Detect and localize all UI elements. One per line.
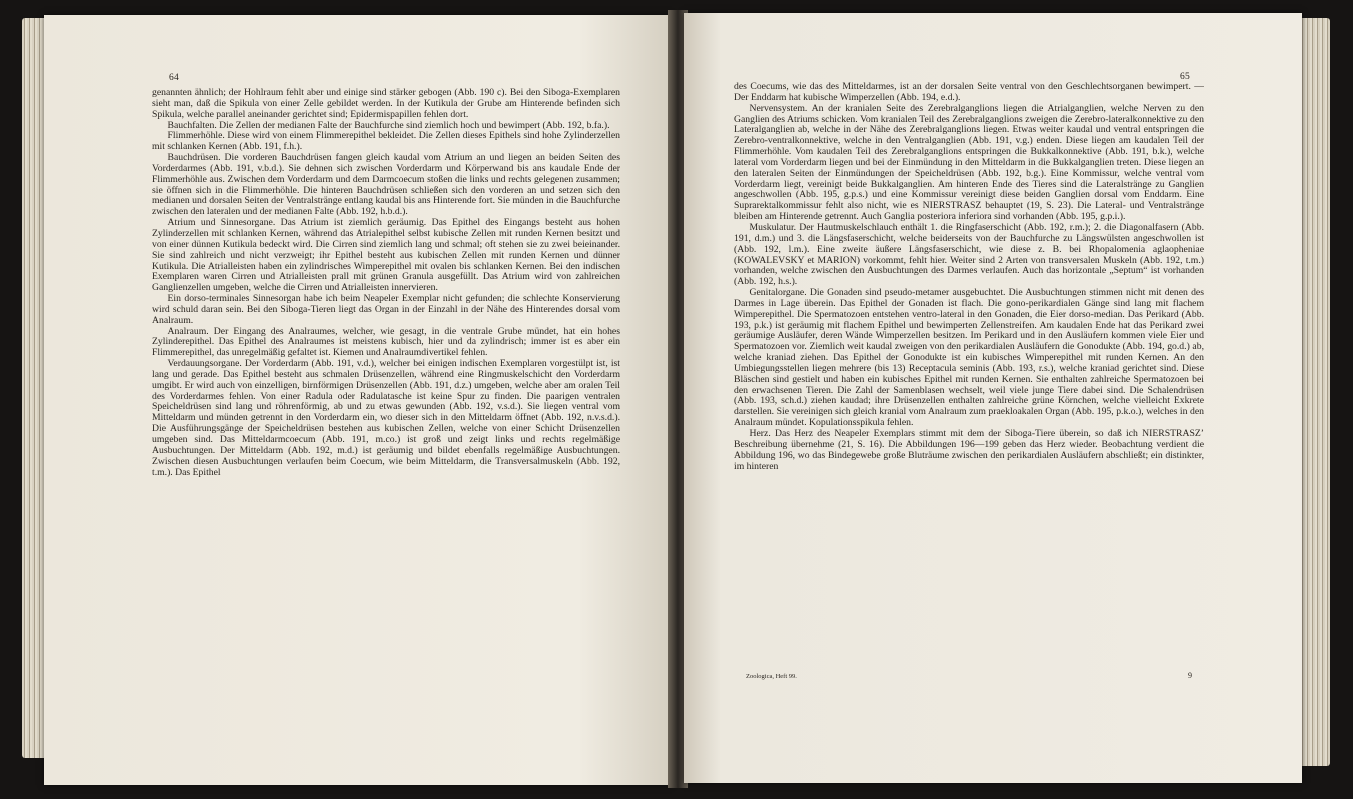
- paragraph: Muskulatur. Der Hautmuskelschlauch enthält 1. die Ringfaserschicht (Abb. 192, r.m.); 2. die Diagonalfasern (Abb. 191, d.m.) und 3. die Längsfaserschicht, welche beiderseits von der Bauchfurche zu Längswülsten angeschwollen ist (Abb. 192, l.m.). Eine zweite äußere Längsfaserschicht, wie diese z. B. bei Rhopalomenia aglaopheniae (KOWALEVSKY et MARION) vorkommt, fehlt hier. Weiter sind 2 Arten von transversalen Muskeln (Abb. 192, t.m.) vorhanden, welche zwischen den Ausbuchtungen des Darmes verlaufen. Auch das horizontale „Septum“ ist vorhanden (Abb. 192, h.s.).: [734, 221, 1204, 288]
- paragraph: Flimmerhöhle. Diese wird von einem Flimmerepithel bekleidet. Die Zellen dieses Epithels sind hohe Zylinderzellen mit schlanken Kernen (Abb. 191, f.h.).: [152, 130, 620, 153]
- footer-journal: Zoologica, Heft 99.: [746, 673, 797, 680]
- paragraph: Nervensystem. An der kranialen Seite des Zerebralganglions liegen die Atrialganglien, welche Nerven zu den Ganglien des Atriums schicken. Vom kranialen Teil des Zerebralganglions zweigen die Zerebro-lateralkonnektive zu den Lateralganglien ab, welche in der Nähe des Zerebralganglions liegen. Etwas weiter kaudal und ventral entspringen die Zerebro-ventralkonnektive, welche in den Ventralganglien (Abb. 191, v.g.) enden. Diese liegen am kaudalen Teil der Flimmerhöhle. Vom kaudalen Teil des Zerebralganglions entspringen die Bukkalkonnektive (Abb. 191, b.k.), welche lateral vom Vorderdarm liegen und bei der Einmündung in den Mitteldarm in die Bukkalganglien treten. Diese liegen an den lateralen Seiten der Einmündungen der Speicheldrüsen (Abb. 192, b.g.). Eine Kommissur, welche ventral vom Vorderdarm liegt, vereinigt beide Bukkalganglien. Am hinteren Ende des Tieres sind die Lateralstränge zu Ganglien angeschwollen (Abb. 195, g.p.s.) und eine Kommissur vereinigt diese beiden Ganglien dorsal vom Enddarm. Eine Suprarektalkommissur fehlt also nicht, wie es NIERSTRASZ behauptet (19, S. 23). Die Lateral- und Ventralstränge bleiben am Hinterende getrennt. Auch Ganglia posteriora inferiora sind vorhanden (Abb. 195, g.p.i.).: [734, 102, 1204, 223]
- left-page-text: [152, 88, 620, 478]
- paragraph: Atrium und Sinnesorgane. Das Atrium ist ziemlich geräumig. Das Epithel des Eingangs besteht aus hohen Zylinderzellen mit schlanken Kernen, während das Atrialepithel selbst kubische Zellen mit runden Kernen besitzt und von einer dünnen Kutikula bedeckt wird. Die Cirren sind ziemlich lang und schmal; oft stehen sie zu zwei beieinander. Sie sind zahlreich und nicht verzweigt; ihr Epithel besteht aus kubischen Zellen mit runden Kernen und dünner Kutikula. Die Atrialleisten haben ein zylindrisches Wimperepithel mit ovalen bis schlanken Kernen. Bei den indischen Exemplaren waren Cirren und Atrialleisten prall mit grünen Granula ausgefüllt. Das Atrium wird von zahlreichen Ganglienzellen umgeben, welche die Cirren und Atrialleisten innervieren.: [152, 217, 620, 294]
- right-book-edge: [1300, 18, 1330, 766]
- paragraph: genannten ähnlich; der Hohlraum fehlt aber und einige sind stärker gebogen (Abb. 190 c). Bei den Siboga-Exemplaren sieht man, daß die Spikula von einer Zelle gebildet werden. In der Kutikula der Grube am Hinterende befinden sich Spikula, welche parallel aneinander gerichtet sind; Epidermispapillen fehlen dort.: [152, 87, 620, 120]
- paragraph: des Coecums, wie das des Mitteldarmes, ist an der dorsalen Seite ventral von den Geschlechtsorganen bewimpert. — Der Enddarm hat kubische Wimperzellen (Abb. 194, e.d.).: [734, 81, 1204, 103]
- page-number-left: 64: [169, 73, 180, 83]
- paragraph: Verdauungsorgane. Der Vorderdarm (Abb. 191, v.d.), welcher bei einigen indischen Exemplaren vorgestülpt ist, ist lang und gerade. Das Epithel besteht aus schmalen Drüsenzellen, während eine Ringmuskelschicht den Vorderdarm umgibt. Er wird auch von einzelligen, birnförmigen Drüsenzellen (Abb. 191, d.z.) umgeben, welche aber am oralen Teil des Vorderdarmes fehlen. Von einer Radula oder Radulatasche ist keine Spur zu finden. Die paarigen ventralen Speicheldrüsen sind lang und röhrenförmig, ab und zu etwas gewunden (Abb. 192, v.s.d.). Sie liegen ventral vom Mitteldarm und münden getrennt in den Vorderdarm ein, wo dieser sich in den Mitteldarm öffnet (Abb. 192, n.v.s.d.). Die Ausführungsgänge der Speicheldrüsen bestehen aus kubischen Zellen, welche von einer Schicht Drüsenzellen umgeben sind. Das Mitteldarmcoecum (Abb. 191, m.co.) ist groß und zeigt links und rechts regelmäßige Ausbuchtungen. Der Mitteldarm (Abb. 192, m.d.) ist geräumig und bildet ebenfalls regelmäßige Ausbuchtungen. Zwischen diesen Ausbuchtungen verlaufen beim Coecum, wie beim Mitteldarm, die Transversalmuskeln (Abb. 192, t.m.). Das Epithel: [152, 358, 620, 478]
- right-page-text: [734, 82, 1204, 472]
- left-book-edge: [22, 18, 46, 758]
- paragraph: Genitalorgane. Die Gonaden sind pseudo-metamer ausgebuchtet. Die Ausbuchtungen stimmen nicht mit denen des Darmes in Lage überein. Das Epithel der Gonaden ist flach. Die gono-perikardialen Gänge sind lang mit flachem Wimperepithel. Die Spermatozoen entstehen ventro-lateral in den Gonaden, die Eier dorso-median. Das Perikard (Abb. 193, p.k.) ist geräumig mit flachem Epithel und bewimperten Zellenstreifen. Am kaudalen Ende hat das Perikard zwei geräumige Ausläufer, deren Wände Wimperzellen besitzen. Im Perikard und in den Ausläufern kommen viele Eier und Spermatozoen vor. Ziemlich weit kaudal zweigen von den perikardialen Ausläufern die Gonodukte (Abb. 194, go.d.) ab, welche kraniad ziehen. Das Epithel der Gonodukte ist ein kubisches Wimperepithel mit runden Kernen. An den Umbiegungsstellen liegen mehrere (bis 13) Receptacula seminis (Abb. 193, r.s.), welche kraniad gerichtet sind. Diese Bläschen sind gestielt und haben ein kubisches Epithel mit runden Kernen. Sie enthalten zahlreiche Spermatozoen bei den erwachsenen Tieren. Die Zahl der Samenblasen wechselt, weil viele junge Tiere dabei sind. Die Schalendrüsen (Abb. 193, sch.d.) ziehen kaudad; ihre Drüsenzellen enthalten zahlreiche grüne Körnchen, welche vielleicht Exkrete darstellen. Sie vereinigen sich gleich kranial vom Analraum zum praekloakalen Organ (Abb. 195, p.k.o.), welches in den Analraum mündet. Kopulationsspikula fehlen.: [734, 287, 1204, 429]
- paragraph: Herz. Das Herz des Neapeler Exemplars stimmt mit dem der Siboga-Tiere überein, so daß ich NIERSTRASZ’ Beschreibung übernehme (21, S. 16). Die Abbildungen 196—199 geben das Herz wieder. Beobachtung verdient die Abbildung 196, wo das Bindegewebe große Bluträume zwischen den perikardialen Ausläufern abschließt; ein distinkter, im hinteren: [734, 428, 1204, 472]
- paragraph: Bauchfalten. Die Zellen der medianen Falte der Bauchfurche sind ziemlich hoch und bewimpert (Abb. 192, b.fa.).: [167, 119, 610, 131]
- paragraph: Ein dorso-terminales Sinnesorgan habe ich beim Neapeler Exemplar nicht gefunden; die schlechte Konservierung wird schuld daran sein. Bei den Siboga-Tieren liegt das Organ in der Einzahl in der Nähe des Hinterendes dorsal vom Analraum.: [152, 293, 620, 326]
- footer-signature: 9: [1188, 671, 1192, 680]
- page-number-right: 65: [1180, 72, 1191, 82]
- paragraph: Analraum. Der Eingang des Analraumes, welcher, wie gesagt, in die ventrale Grube mündet, hat ein hohes Zylinderepithel. Das Epithel des Analraumes ist meistens kubisch, hier und da zylindrisch; immer ist es aber ein Flimmerepithel, das unregelmäßig gefaltet ist. Kiemen und Analraumdivertikel fehlen.: [152, 325, 620, 359]
- paragraph: Bauchdrüsen. Die vorderen Bauchdrüsen fangen gleich kaudal vom Atrium an und liegen an beiden Seiten des Vorderdarmes (Abb. 191, v.b.d.). Sie dehnen sich zwischen Vorderdarm und Körperwand bis ans kaudale Ende der Flimmerhöhle aus. Zwischen dem Vorderdarm und dem Darmcoecum stoßen die links und rechts gelegenen zusammen; sie öffnen sich in die Flimmerhöhle. Die hinteren Bauchdrüsen schließen sich den vorderen an und setzen sich den medianen und dorsalen Seiten der Ventralstränge entlang kaudal bis ans Hinterende fort. Sie münden in die Bauchfurche zwischen den lateralen und der medianen Falte (Abb. 192, h.b.d.).: [152, 152, 620, 218]
